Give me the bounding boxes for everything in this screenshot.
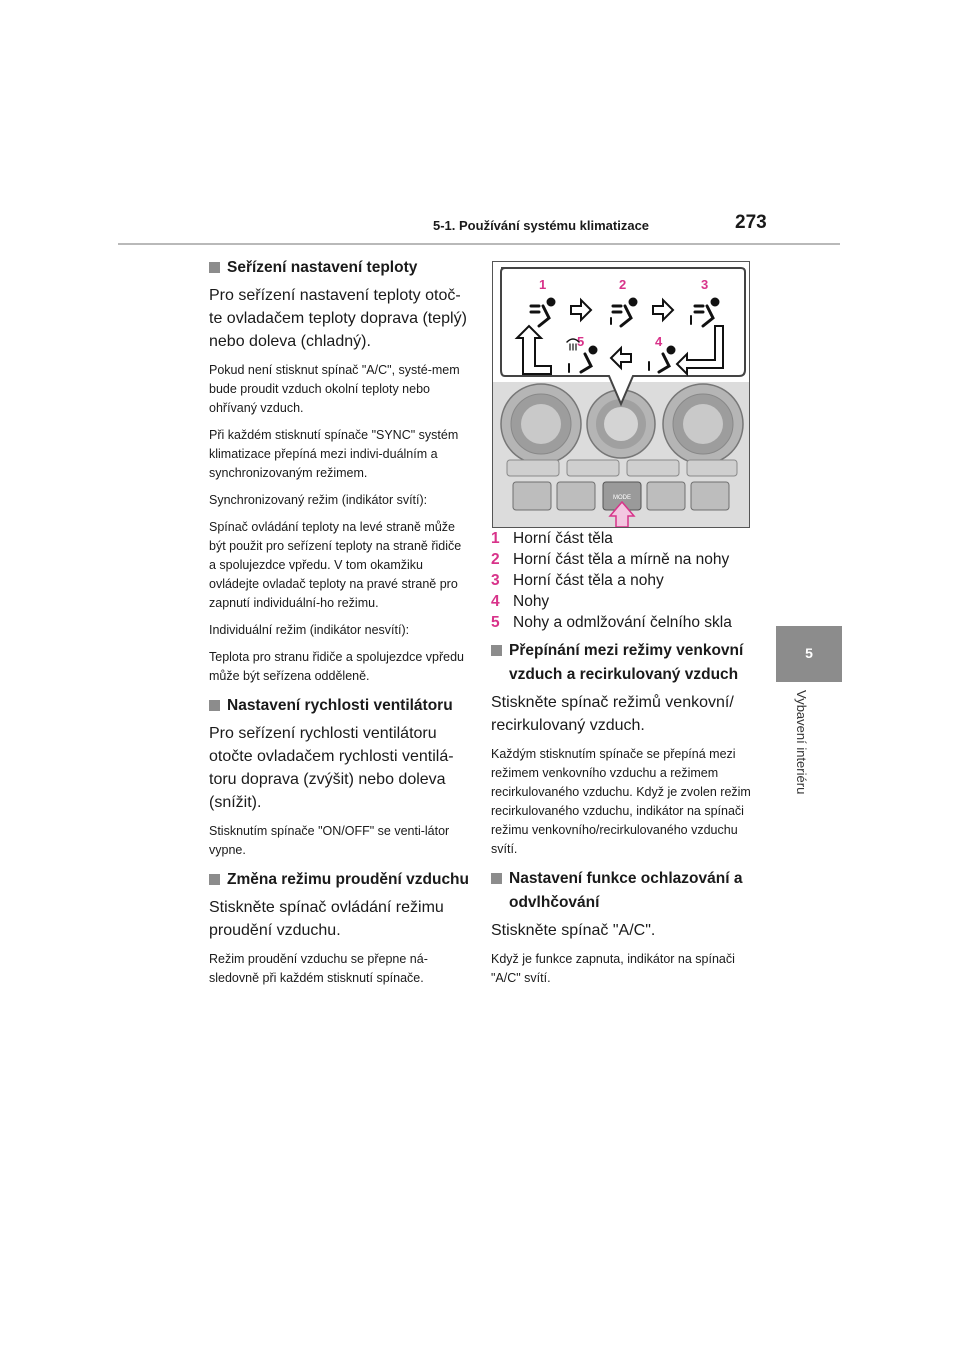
square-bullet-icon bbox=[491, 645, 502, 656]
temp-note-6: Teplota pro stranu řidiče a spolujezdce vpředu může být seřízena odděleně. bbox=[209, 650, 465, 683]
temp-heading bbox=[209, 256, 471, 280]
mode-list bbox=[491, 528, 753, 633]
left-column bbox=[209, 256, 471, 996]
recirc-lead: Stiskněte spínač režimů venkovní/ recirkulovaný vzduch. bbox=[491, 694, 734, 734]
square-bullet-icon bbox=[491, 873, 502, 884]
fan-heading bbox=[209, 694, 471, 718]
mode-text: Horní část těla bbox=[513, 530, 613, 547]
mode-heading bbox=[209, 868, 471, 892]
temp-heading-text: Seřízení nastavení teploty bbox=[227, 259, 418, 276]
recirc-heading-text: Přepínání mezi režimy venkovní vzduch a recirkulovaný vzduch bbox=[509, 642, 744, 683]
ac-note: Když je funkce zapnuta, indikátor na spínači "A/C" svítí. bbox=[491, 952, 735, 985]
mode-button-label: MODE bbox=[613, 495, 631, 501]
label-2: 2 bbox=[619, 277, 627, 292]
mode-item bbox=[491, 528, 753, 549]
mode-note: Režim proudění vzduchu se přepne ná-sledovně při každém stisknutí spínače. bbox=[209, 952, 428, 985]
mode-lead: Stiskněte spínač ovládání režimu proudění vzduchu. bbox=[209, 899, 444, 939]
temp-lead: Pro seřízení nastavení teploty otoč-te ovladačem teploty doprava (teplý) nebo doleva (chladný). bbox=[209, 287, 467, 350]
ac-heading-text: Nastavení funkce ochlazování a odvlhčování bbox=[509, 870, 743, 911]
fan-lead: Pro seřízení rychlosti ventilátoru otočte ovladačem rychlosti ventilá-toru doprava (zvýšit) nebo doleva (snížit). bbox=[209, 725, 454, 811]
temp-note-3: Synchronizovaný režim (indikátor svítí): bbox=[209, 493, 428, 507]
right-column bbox=[491, 528, 753, 996]
mode-number: 2 bbox=[491, 551, 500, 568]
ac-heading bbox=[491, 867, 753, 915]
mode-number: 5 bbox=[491, 614, 500, 631]
mode-item bbox=[491, 591, 753, 612]
right-knob bbox=[663, 384, 743, 464]
mode-item bbox=[491, 570, 753, 591]
square-bullet-icon bbox=[209, 262, 220, 273]
fan-note: Stisknutím spínače "ON/OFF" se venti-látor vypne. bbox=[209, 824, 450, 857]
mode-diagram-svg bbox=[493, 262, 749, 527]
mode-text: Horní část těla a nohy bbox=[513, 572, 664, 589]
temp-note-1: Pokud není stisknut spínač "A/C", systé-mem bude proudit vzduch okolní teploty nebo ohřívaný vzduch. bbox=[209, 363, 460, 415]
temp-note-4: Spínač ovládání teploty na levé straně může být použit pro seřízení teploty na straně řidiče a spolujezdce vpředu. V tom okamžiku ovládejte ovladač teploty na pravé straně pro zapnutí individuální-ho režimu. bbox=[209, 520, 462, 610]
label-1: 1 bbox=[539, 277, 547, 292]
fan-heading-text: Nastavení rychlosti ventilátoru bbox=[227, 697, 453, 714]
label-3: 3 bbox=[701, 277, 709, 292]
square-bullet-icon bbox=[209, 874, 220, 885]
header-divider bbox=[118, 243, 840, 245]
ac-lead: Stiskněte spínač "A/C". bbox=[491, 922, 656, 939]
chapter-label: Vybavení interiéru bbox=[794, 690, 809, 795]
mode-number: 1 bbox=[491, 530, 500, 547]
mode-item bbox=[491, 612, 753, 633]
recirc-heading bbox=[491, 639, 753, 687]
label-4: 4 bbox=[655, 334, 663, 349]
mode-heading-text: Změna režimu proudění vzduchu bbox=[227, 871, 469, 888]
chapter-tab: 5 bbox=[776, 626, 842, 682]
mode-number: 4 bbox=[491, 593, 500, 610]
recirc-note: Každým stisknutím spínače se přepíná mezi režimem venkovního vzduchu a režimem recirkulovaného vzduchu. Když je zvolen režim recirkulovaného vzduchu, indikátor na spínači režimu venkovního/recirkulovaného vzduchu svítí. bbox=[491, 747, 751, 856]
page-number: 273 bbox=[735, 212, 767, 233]
mode-number: 3 bbox=[491, 572, 500, 589]
mode-item bbox=[491, 549, 753, 570]
mode-diagram bbox=[492, 261, 750, 528]
mode-text: Horní část těla a mírně na nohy bbox=[513, 551, 730, 568]
label-5: 5 bbox=[577, 334, 585, 349]
left-knob bbox=[501, 384, 581, 464]
mode-text: Nohy bbox=[513, 593, 550, 610]
section-title: 5-1. Používání systému klimatizace bbox=[433, 218, 650, 233]
temp-note-5: Individuální režim (indikátor nesvítí): bbox=[209, 623, 410, 637]
mode-text: Nohy a odmlžování čelního skla bbox=[513, 614, 732, 631]
temp-note-2: Při každém stisknutí spínače "SYNC" systém klimatizace přepíná mezi indivi-duálním a synchronizovaným režimem. bbox=[209, 428, 459, 480]
square-bullet-icon bbox=[209, 700, 220, 711]
